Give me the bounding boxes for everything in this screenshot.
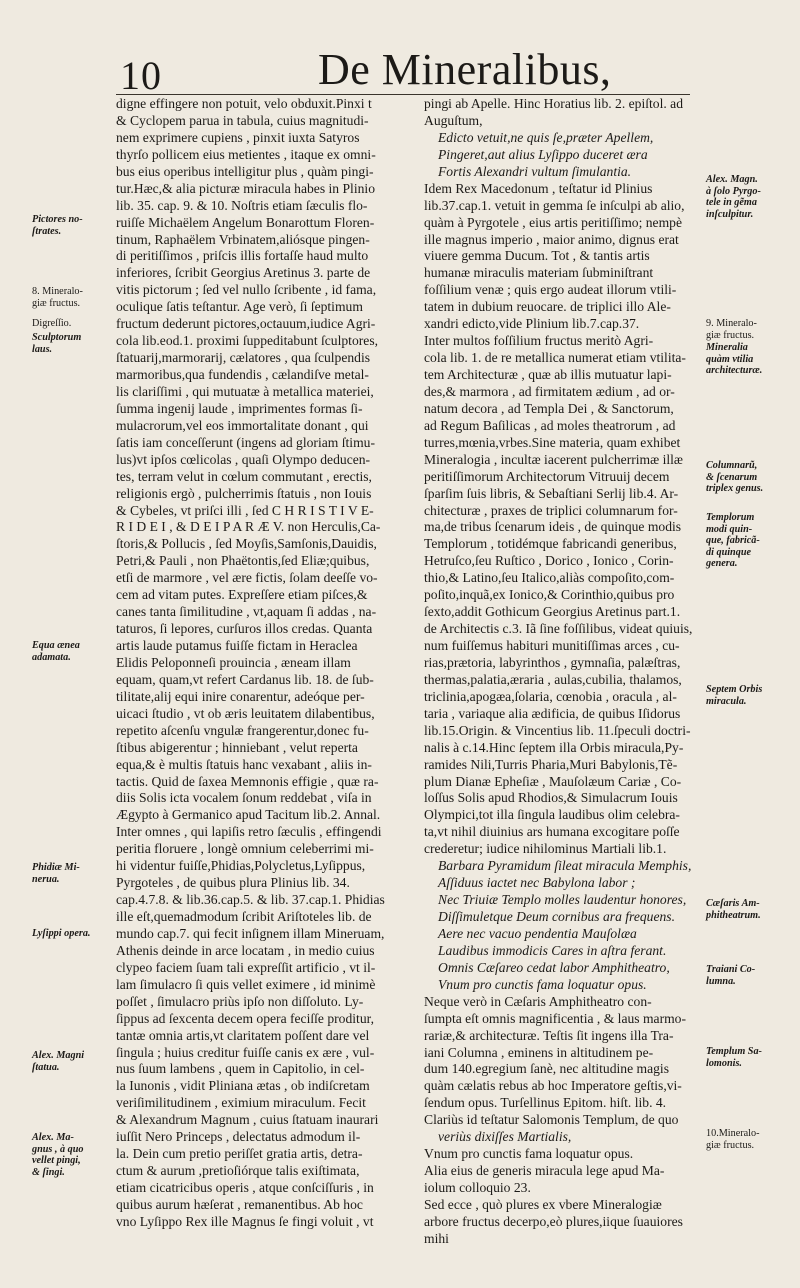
margin-note-line: Septem Orbis [706, 684, 763, 695]
margin-note-fructus-9 [706, 318, 792, 341]
text-line: equam, quam,vt refert Cardanus lib. 18. de ſub- [116, 671, 374, 687]
text-line: Edicto vetuit,ne quis ſe,præter Apellem, [438, 129, 654, 145]
text-line: ſippus ad ſexcenta decem opera feciſſe proditur, [116, 1010, 375, 1026]
text-line: veriùs dixiſſes Martialis, [438, 1129, 572, 1145]
text-line: thio,& Latino,ſeu Italico,aliàs compoſito,com- [424, 570, 675, 586]
text-line: Omnis Cæſareo cedat labor Amphitheatro, [438, 959, 670, 975]
text-line: tes, terram velut in cœlum commutant , erectis, [116, 468, 372, 484]
text-line: hi videntur fuiſſe,Phidias,Polycletus,Lyſippus, [116, 858, 366, 874]
margin-note-line: 10.Mineralo- [706, 1128, 760, 1139]
margin-note-alex-statua [32, 1050, 112, 1073]
text-line: & Cybeles, vt priſci illi , ſed C H R I S T I V E- [116, 502, 374, 518]
text-line: lib.37.cap.1. vetuit in gemma ſe inſculpi ab alio, [424, 197, 685, 213]
text-line: quibus aurum hæſerat , remanentibus. Ab hoc [116, 1196, 363, 1212]
margin-note-line: à ſolo Pyrgo- [706, 185, 761, 197]
margin-note-line: ſtrates. [32, 225, 62, 237]
margin-note-mineralia [706, 342, 792, 377]
margin-note-line: genera. [706, 558, 738, 570]
text-line: ſtoris,& Pollucis , ſed Moyſis,Samſonis,Dauidis, [116, 536, 377, 552]
margin-note-line: Alex. Magni [32, 1050, 85, 1061]
text-line: fructum dederunt pictores,octauum,iudice Agri- [116, 316, 376, 332]
header-rule [116, 94, 690, 95]
text-line: tatem in dubium reuocare. de triplici illo Ale- [424, 299, 671, 315]
text-line: Idem Rex Macedonum , teſtatur id Plinius [424, 180, 653, 196]
text-line: Sed ecce , quò plures ex vbere Mineralogiæ [424, 1196, 662, 1212]
text-line: natum decora , ad Templa Dei , & Sanctorum, [424, 400, 674, 416]
text-line: triclinia,apogæa,ſolaria, cœnobia , oracula , al- [424, 688, 677, 704]
text-line: Auguſtum, [424, 112, 483, 128]
margin-note-line: lumna. [706, 975, 736, 987]
margin-note-line: Alex. Ma- [32, 1132, 74, 1143]
text-line: vno Lyſippo Rex ille Magnus ſe fingi voluit , vt [116, 1213, 374, 1229]
margin-note-line: ſtatua. [32, 1061, 60, 1073]
text-line: & Cyclopem parua in tabula, cuius magnitudi- [116, 112, 369, 128]
margin-note-caesaris [706, 898, 792, 921]
margin-note-digressio [32, 318, 112, 330]
text-line: tur.Hæc,& alia picturæ miracula habes in Plinio [116, 180, 375, 196]
text-line: quàm cælatis rebus ab hoc Imperatore geſtis,vi- [424, 1078, 682, 1094]
text-line: Vnum pro cunctis fama loquatur opus. [424, 1146, 634, 1162]
text-line: Petri,& Pauli , non Phaëtontis,ſed Eliæ;quibus, [116, 553, 370, 569]
text-line: ctum & aurum ,pretioſiórque talis exiſtimata, [116, 1163, 360, 1179]
text-line: plum Dianæ Epheſiæ , Mauſolæum Cariæ , Co- [424, 773, 682, 789]
text-line: ta,vt nihil diuinius ars humana excogitare poſſe [424, 824, 680, 840]
text-line: xandri edicto,vide Plinium lib.7.cap.37. [424, 316, 640, 332]
text-line: Nec Triuiæ Templo molles laudentur honores, [438, 892, 687, 908]
text-line: di peritiſſimos , priſcis illis fortaſſe haud multo [116, 248, 369, 264]
text-line: repetito aſcenſu vngulæ frangerentur,donec fu- [116, 722, 369, 738]
text-line: humanæ miraculis materiam ſubminiſtrant [424, 265, 654, 281]
text-line: ſatis iam conceſſerunt (ingens ad gloriam ſtimu- [116, 434, 375, 450]
text-line: Pingeret,aut alius Lyſippo duceret æra [438, 146, 648, 162]
text-line: ille eſt,quemadmodum ſcribit Ariſtoteles lib. de [116, 909, 372, 924]
text-line: Barbara Pyramidum ſileat miracula Memphis, [438, 858, 692, 874]
text-line: Aere nec vacuo pendentia Mauſolæa [438, 925, 637, 941]
margin-note-sculptorum [32, 332, 112, 355]
text-line: iolum colloquio 23. [424, 1180, 531, 1195]
text-line: nalis à c.14.Hinc ſeptem illa Orbis miracula,Py- [424, 739, 684, 755]
text-line: Fortis Alexandri vultum ſimulantia. [438, 163, 632, 179]
text-line: foſſilium venæ ; quis ergo audeat illorum vtili- [424, 282, 677, 298]
margin-note-line: lomonis. [706, 1057, 742, 1069]
text-line: iuſſit Nero Princeps , delectatus admodum il- [116, 1129, 361, 1145]
text-line: Alia eius de generis miracula lege apud Ma- [424, 1163, 665, 1179]
text-line: la. Dein cum pretio periſſet gratia artis, detra- [116, 1146, 363, 1162]
margin-note-line: giæ fructus. [706, 329, 755, 341]
text-line: quàm à Pyrgotele , eius artis peritiſſimo; nempè [424, 214, 682, 230]
text-line: veriſimilitudinem , eximium miraculum. Fecit [116, 1095, 366, 1111]
margin-note-templorum [706, 512, 792, 570]
text-line: loſſus Solis apud Rhodios,& Simulacrum Iouis [424, 790, 678, 806]
text-line: pingi ab Apelle. Hinc Horatius lib. 2. epiſtol. ad [424, 96, 683, 111]
text-line: Aſſiduus iactet nec Babylona labor ; [438, 875, 636, 891]
margin-note-line: Pictores no- [32, 214, 83, 225]
text-line: Olympici,tot illa ſingula laudibus olim celebra- [424, 807, 680, 823]
margin-note-line: giæ fructus. [706, 1139, 755, 1151]
margin-note-septem-miracula [706, 684, 792, 707]
text-line: lus)vt ipſos cœlicolas , quaſi Olympo deducen- [116, 451, 371, 467]
text-line: cola lib. 1. de re metallica numerat etiam vtilita- [424, 350, 686, 366]
text-line: cem ad vitam putes. Expreſſere etiam piſces,& [116, 587, 368, 603]
text-line: taturos, ſi lepores, curſuros illos credas. Quanta [116, 621, 373, 637]
text-line: & Alexandrum Magnum , cuius ſtatuam inaurari [116, 1112, 379, 1128]
margin-note-lysippi [32, 928, 112, 940]
running-title: De Mineralibus, [318, 45, 612, 94]
margin-note-line: Equa ænea [32, 640, 80, 651]
text-line: canes tanta ſimilitudine , vt,aquam ſi addas , na- [116, 604, 377, 620]
text-line: oculique ſatis teſtantur. Age verò, ſi ſeptimum [116, 299, 363, 315]
margin-note-line: & ſcenarum [706, 471, 758, 483]
text-line: mundo cap.7. qui fecit inſignem illam Mineruam, [116, 925, 385, 941]
text-line: nem exprimere cupiens , pinxit iuxta Satyros [116, 129, 360, 145]
text-line: Elidis Peloponneſi prouincia , æneam illam [116, 654, 351, 670]
text-line: chitecturæ , praxes de triplici columnarum for- [424, 502, 678, 518]
margin-note-columnarum [706, 460, 792, 495]
text-line: Inter omnes , qui lapiſis retro ſæculis , effingendi [116, 824, 382, 840]
margin-note-line: Digreſſio. [32, 318, 72, 329]
margin-note-line: Templum Sa- [706, 1046, 762, 1057]
text-line: lib. 35. cap. 9. & 10. Noſtris etiam ſæculis flo- [116, 197, 368, 213]
text-line: crederetur; iudice nihilominus Martiali lib.1. [424, 841, 667, 857]
text-line: clypeo faciem ſuam tali expreſſit artificio , vt il- [116, 959, 376, 975]
text-line: tinum, Raphaëlem Vrbinatem,aliósque pingen- [116, 231, 370, 247]
right-text-column [424, 96, 702, 1248]
text-line: nus ſuum lambens , quem in Capitolio, in cel- [116, 1061, 365, 1077]
text-line: ſendum opus. Turſellinus Epitom. hiſt. lib. 4. [424, 1095, 667, 1111]
text-line: Clariùs id teſtatur Salomonis Templum, de quo [424, 1112, 679, 1128]
margin-note-line: Cæſaris Am- [706, 898, 760, 909]
text-line: tem Architecturæ , quæ ab illis mutuatur lapi- [424, 367, 672, 382]
text-line: arbore fructus decerpo,eò plures,iique ſuauiores [424, 1213, 683, 1229]
margin-note-line: Traiani Co- [706, 964, 756, 975]
margin-note-line: quàm vtilia [706, 353, 754, 365]
text-line: ſexto,addit Gothicum Georgius Aretinus part.1. [424, 604, 681, 620]
page-header [0, 42, 800, 102]
margin-note-traiani [706, 964, 792, 987]
margin-note-line: & ſingi. [32, 1166, 65, 1178]
margin-note-line: Alex. Magn. [706, 174, 758, 185]
text-line: Neque verò in Cæſaris Amphitheatro con- [424, 993, 652, 1009]
text-line: Athenis deinde in arce locatam , in medio cuius [116, 942, 375, 958]
text-line: equa,& è multis ſtatuis hanc vexabant , aliis in- [116, 756, 372, 772]
text-line: Mineralogia , incultæ iacerent pulcherrimæ illæ [424, 451, 683, 467]
margin-note-alex-pingi [32, 1132, 112, 1178]
text-line: lam ſimulacro ſi quis vellet eximere , id minimè [116, 976, 376, 992]
margin-note-line: tele in gẽma [706, 197, 757, 209]
text-line: Pyrgoteles , de quibus plura Plinius lib. 34. [116, 875, 350, 891]
margin-note-line: que, fabricã- [706, 535, 760, 547]
text-line: ad Regum Baſilicas , ad moles theatrorum , ad [424, 417, 676, 433]
margin-note-line: architecturæ. [706, 365, 763, 377]
text-line: uicaci ſtudio , vt ob æris leuitatem dilabentibus, [116, 705, 375, 721]
text-line: de Architectis c.3. Iã ſine foſſilibus, videat quiuis, [424, 621, 693, 637]
margin-note-line: Phidiæ Mi- [32, 862, 80, 873]
text-line: ſingula ; huius creditur fuiſſe canis ex ære , vul- [116, 1044, 375, 1060]
margin-note-line: Templorum [706, 512, 755, 523]
text-line: ma,de tribus ſcenarum ideis , de quinque modis [424, 519, 682, 535]
text-line: poſſet , ſimulacro priùs ipſo non diſſoluto. Ly- [116, 993, 364, 1009]
margin-note-line: 9. Mineralo- [706, 318, 757, 329]
margin-note-line: adamata. [32, 651, 71, 663]
margin-note-line: laus. [32, 343, 53, 355]
text-line: Inter multos foſſilium fructus meritò Agri- [424, 333, 654, 349]
text-line: vitis pictorum ; ſed vel nullo ſcribente , id fama, [116, 282, 377, 298]
text-line: artis laude putamus fuiſſe fictam in Heraclea [116, 638, 358, 653]
margin-note-line: 8. Mineralo- [32, 286, 83, 297]
text-line: la Iunonis , vidit Pliniana ætas , ob indiſcretam [116, 1078, 370, 1094]
text-line: tantæ omnia artis,vt claritatem poſſent dare vel [116, 1027, 370, 1043]
text-line: mulacrorum,vel eos immortalitate donant , qui [116, 417, 369, 433]
text-line: ſtibus abigerentur ; hinniebant , velut reperta [116, 739, 358, 755]
text-line: mihi [424, 1230, 449, 1246]
margin-note-equa [32, 640, 112, 663]
margin-note-line: modi quin- [706, 523, 753, 535]
text-line: etiam cicatricibus operis , atque conſciſſuris , in [116, 1180, 374, 1195]
text-line: Hetruſco,ſeu Ruſtico , Dorico , Ionico , Corin- [424, 553, 674, 569]
margin-note-line: nerua. [32, 873, 60, 885]
text-line: ſumpta eſt omnis magnificentia , & laus marmo- [424, 1010, 686, 1026]
text-line: Templorum , totidémque fabricandi generibus, [424, 536, 677, 552]
text-line: Diſſimuletque Deum cornibus ara frequens. [438, 909, 675, 924]
text-line: turres,mœnia,vrbes.Sine materia, quam exhibet [424, 434, 681, 450]
text-line: cap.4.7.8. & lib.36.cap.5. & lib. 37.cap.1. Phidias [116, 892, 385, 908]
margin-note-phidias [32, 862, 112, 885]
text-line: ramides Nili,Turris Pharia,Muri Babylonis,Tẽ- [424, 756, 678, 772]
margin-note-line: Lyſippi opera. [32, 928, 91, 939]
text-line: ille magnus imperio , maior animo, dignus erat [424, 231, 679, 247]
margin-note-alex-gemma [706, 174, 792, 220]
text-line: viuere gemma Ducum. Tot , & tantis artis [424, 248, 650, 264]
text-line: digne effingere non potuit, velo obduxit.Pinxi t [116, 96, 372, 111]
text-line: Ægypto à Germanico apud Tacitum lib.2. Annal. [116, 807, 381, 823]
text-line: ſparſim ſuis libris, & Sebaſtiani Serlij lib.4. Ar- [424, 485, 679, 501]
text-line: tilitate,alij equi inire conarentur, adeóque per- [116, 688, 365, 704]
text-line: cola lib.eod.1. proximi ſuppeditabunt ſculptores, [116, 333, 379, 349]
page-number: 10 [120, 53, 162, 98]
text-line: Vnum pro cunctis fama loquatur opus. [438, 976, 647, 992]
margin-note-salomonis [706, 1046, 792, 1069]
margin-note-line: miracula. [706, 695, 747, 707]
margin-note-line: gnus , à quo [32, 1143, 84, 1155]
text-line: ſtatuarij,marmorarij, cælatores , qua ſculpendis [116, 350, 371, 366]
text-line: dum 140.egregium ſanè, nec altitudine magis [424, 1061, 669, 1077]
margin-note-line: di quinque [706, 546, 752, 558]
text-line: R I D E I , & D E I P A R Æ V. non Herculis,Ca- [116, 519, 381, 535]
margin-note-fructus-8 [32, 286, 112, 309]
text-line: lis clariſſimi , qui mutuatæ à metallica materiei, [116, 383, 374, 399]
text-line: inferiores, ſcribit Georgius Aretinus 3. parte de [116, 265, 371, 281]
text-line: des,& marmora , ad firmitatem ædium , ad or- [424, 383, 675, 399]
text-line: taria , variaque alia ædificia, de quibus Iſidorus [424, 705, 681, 721]
margin-note-line: phitheatrum. [706, 909, 761, 921]
text-line: lib.15.Origin. & Vincentius lib. 11.ſpeculi doctri- [424, 722, 691, 738]
text-line: Laudibus immodicis Cares in aſtra ferant. [438, 942, 667, 958]
text-line: iani Columna , eminens in altitudinem pe- [424, 1044, 654, 1060]
text-line: rariæ,& architecturæ. Teſtis ſit ingens illa Tra- [424, 1027, 674, 1043]
text-line: tactis. Quid de ſaxea Memnonis effigie , quæ ra- [116, 773, 379, 789]
margin-note-line: inſculpitur. [706, 208, 754, 220]
text-line: bus eius operibus intelligitur plus , quàm pingi- [116, 163, 374, 179]
margin-note-line: giæ fructus. [32, 297, 81, 309]
text-line: religionis ergò , pulcherrimis ſtatuis , non Iouis [116, 485, 372, 501]
text-line: peritiſſimorum Architectorum Vitruuij decem [424, 468, 670, 484]
text-line: rias,prætoria, labyrinthos , gymnaſia, palæſtras, [424, 654, 681, 670]
text-line: thermas,palatia,æraria , aulas,cubilia, thalamos, [424, 671, 682, 687]
margin-note-line: Mineralia [706, 342, 748, 353]
margin-note-fructus-10 [706, 1128, 792, 1151]
text-line: peritia floruere , longè omnium celeberrimi mi- [116, 841, 374, 857]
left-text-column [116, 96, 388, 1231]
text-line: thyrſo pollicem eius metientes , itaque ex omni- [116, 146, 376, 162]
margin-note-line: Sculptorum [32, 332, 82, 343]
margin-note-pictores [32, 214, 112, 237]
text-line: num fuiſſemus habituri munitiſſimas arces , cu- [424, 638, 680, 653]
text-line: poſito,inquã,ex Ionico,& Corinthio,quibus pro [424, 587, 675, 603]
margin-note-line: vellet pingi, [32, 1155, 81, 1167]
text-line: ruiſſe Michaëlem Angelum Bonarottum Floren- [116, 214, 375, 230]
margin-note-line: Columnarũ, [706, 460, 758, 471]
margin-note-line: triplex genus. [706, 483, 764, 495]
text-line: diis Solis icta vocalem ſonum reddebat , viſa in [116, 790, 372, 806]
text-line: etſi de marmore , vel ære fictis, ſolam deeſſe vo- [116, 570, 378, 586]
text-line: marmoribus,qua fundendis , cælandiſve metal- [116, 367, 369, 382]
text-line: ſumma ingenij laude , imprimentes formas ſi- [116, 400, 363, 416]
